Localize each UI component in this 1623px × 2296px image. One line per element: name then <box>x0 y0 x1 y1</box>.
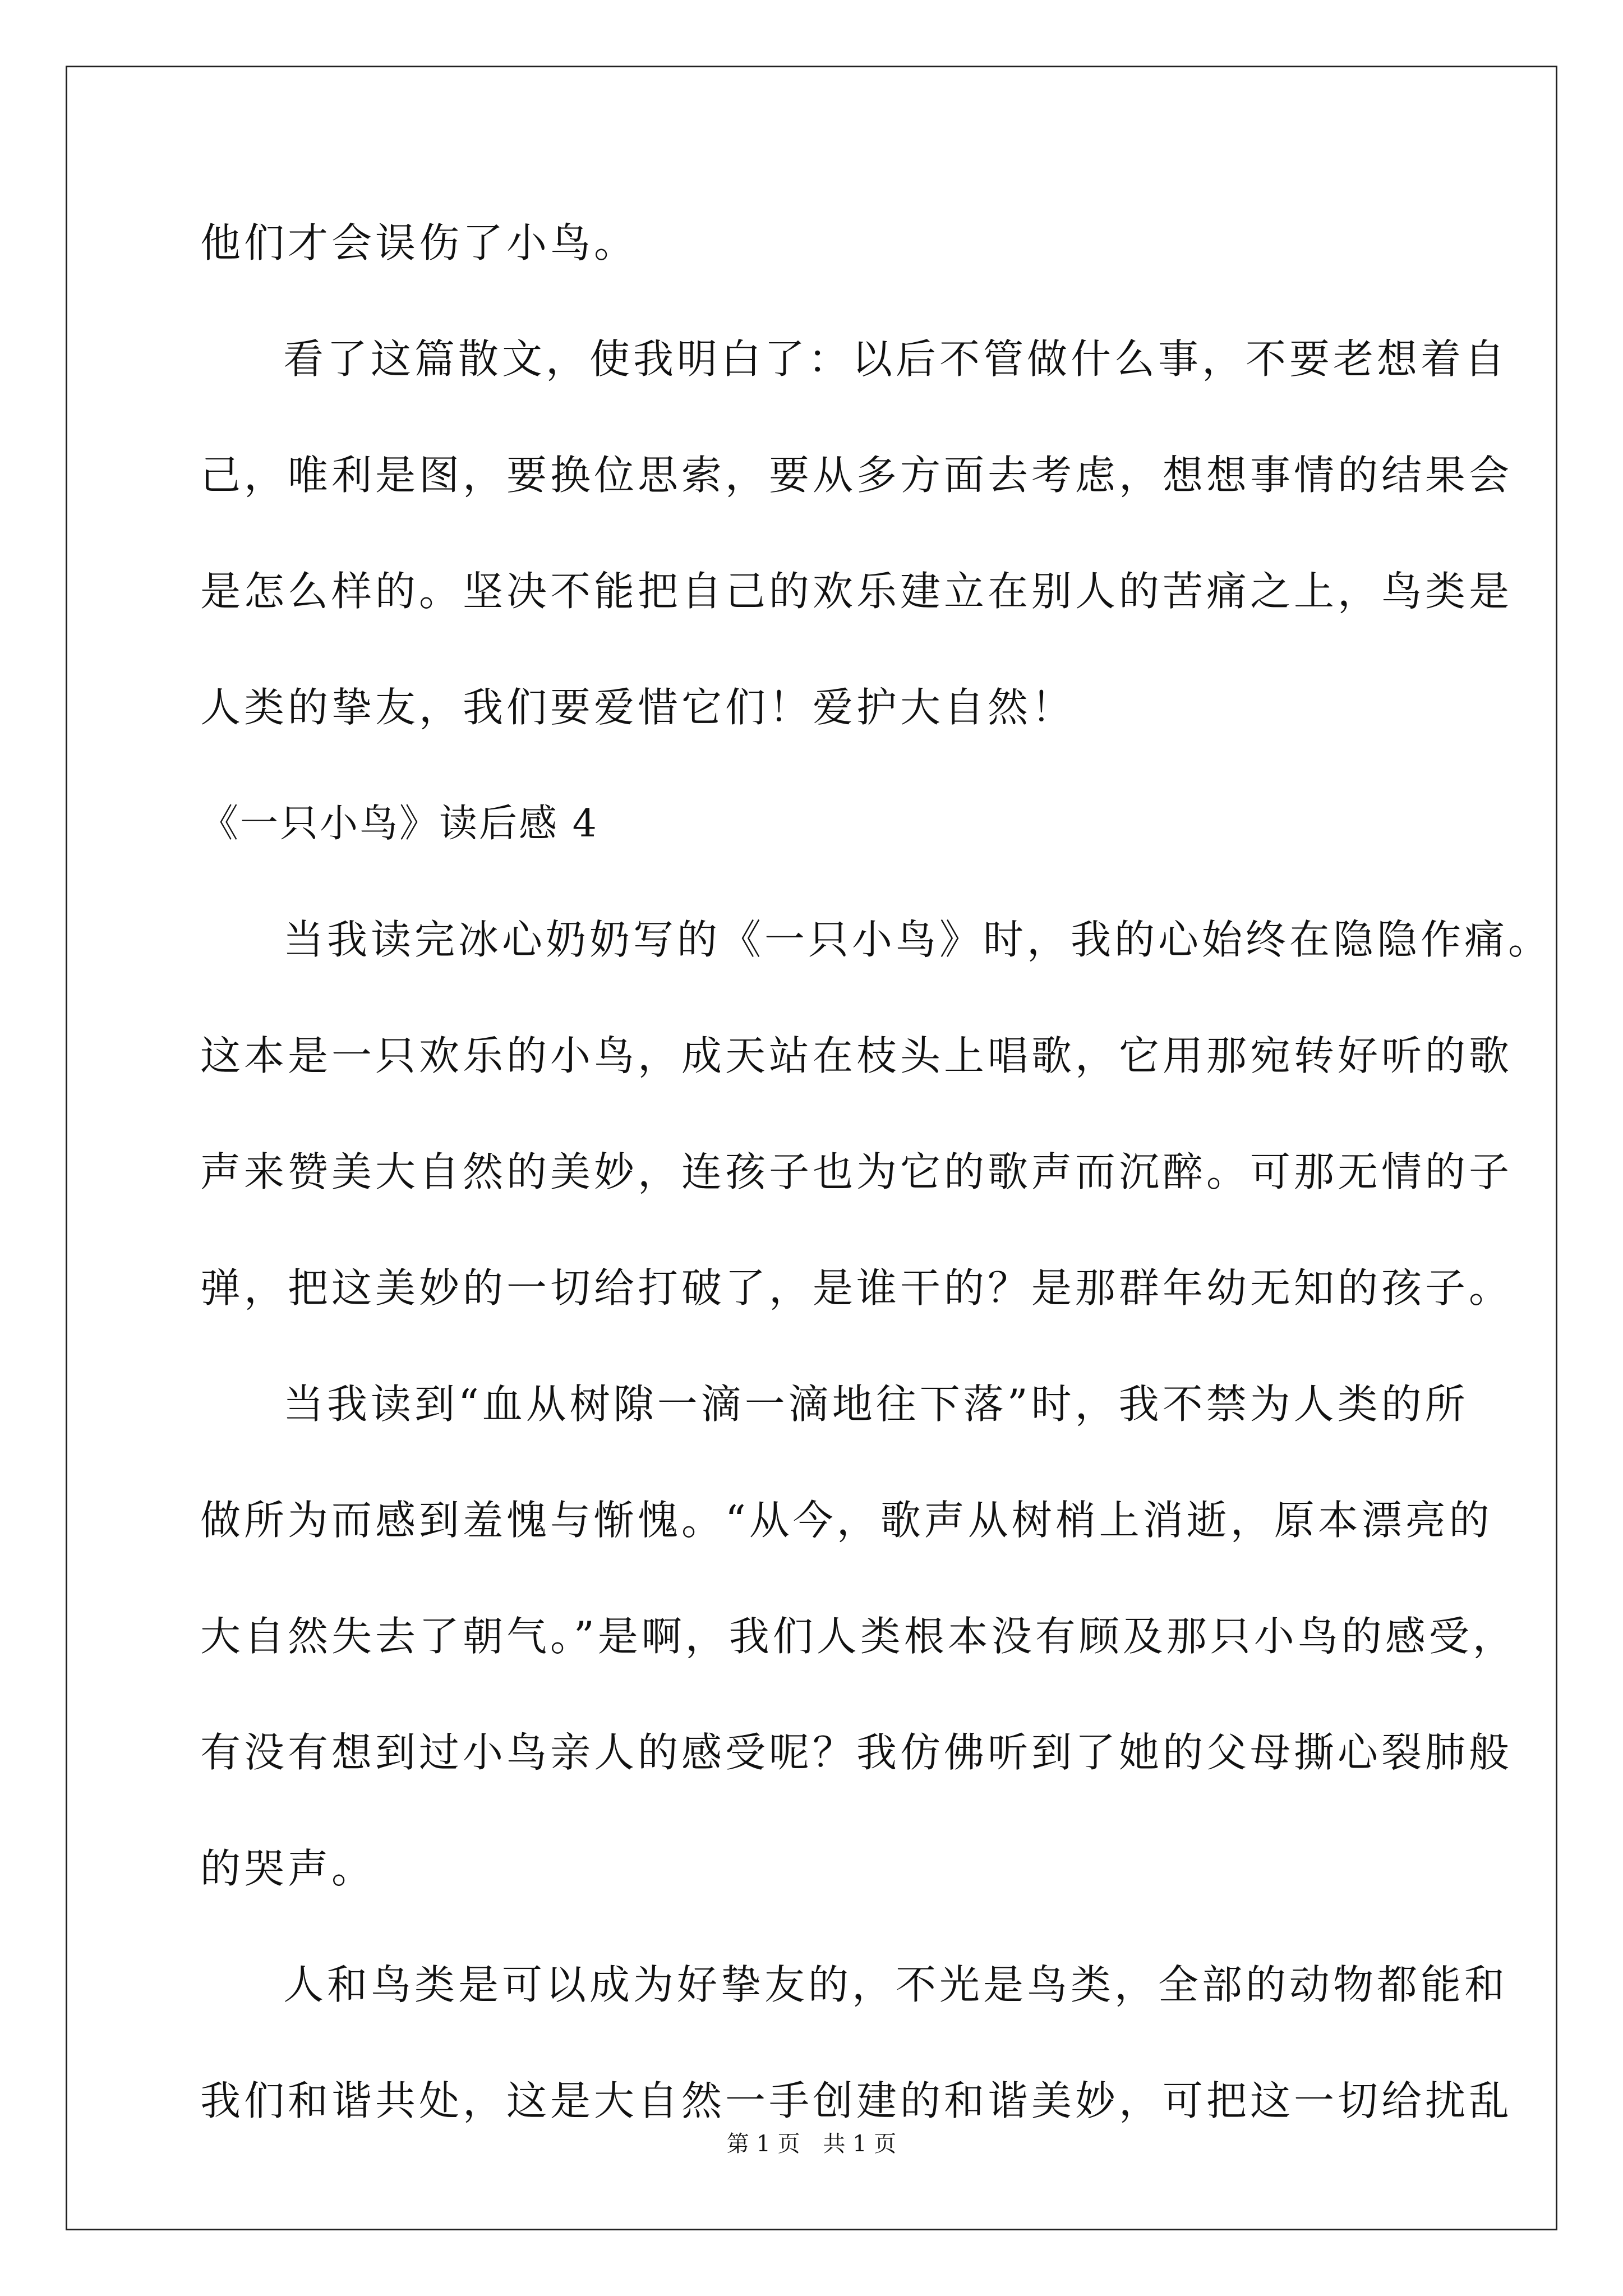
paragraph-line: 做所为而感到羞愧与惭愧。“从今，歌声从树梢上消逝，原本漂亮的 <box>200 1497 1493 1544</box>
paragraph-line: 声来赞美大自然的美妙，连孩子也为它的歌声而沉醉。可那无情的子 <box>200 1148 1513 1195</box>
paragraph-line: 是怎么样的。坚决不能把自己的欢乐建立在别人的苦痛之上，鸟类是 <box>200 568 1513 615</box>
page-total: 共 1 页 <box>823 2131 897 2157</box>
paragraph-line: 的哭声。 <box>200 1845 376 1892</box>
paragraph-line: 大自然失去了朝气。”是啊，我们人类根本没有顾及那只小鸟的感受， <box>200 1613 1516 1660</box>
paragraph-line: 看了这篇散文，使我明白了：以后不管做什么事，不要老想着自 <box>283 335 1509 383</box>
paragraph-line: 当我读到“血从树隙一滴一滴地往下落”时，我不禁为人类的所 <box>283 1381 1469 1428</box>
paragraph-line: 弹，把这美妙的一切给打破了，是谁干的？是那群年幼无知的孩子。 <box>200 1264 1513 1312</box>
paragraph-line: 有没有想到过小鸟亲人的感受呢？我仿佛听到了她的父母撕心裂肺般 <box>200 1729 1513 1776</box>
document-body <box>200 185 1552 2159</box>
page-number: 第 1 页 <box>726 2131 800 2157</box>
paragraph-line: 人和鸟类是可以成为好挚友的，不光是鸟类，全部的动物都能和 <box>283 1961 1509 2008</box>
page-footer <box>0 2126 1623 2158</box>
paragraph-line: 当我读完冰心奶奶写的《一只小鸟》时，我的心始终在隐隐作痛。 <box>283 916 1552 963</box>
paragraph-line: 我们和谐共处，这是大自然一手创建的和谐美妙，可把这一切给扰乱 <box>200 2077 1513 2124</box>
paragraph-line: 己，唯利是图，要换位思索，要从多方面去考虑，想想事情的结果会 <box>200 452 1513 499</box>
section-heading: 《一只小鸟》读后感 4 <box>200 802 598 846</box>
paragraph-line: 这本是一只欢乐的小鸟，成天站在枝头上唱歌，它用那宛转好听的歌 <box>200 1032 1513 1079</box>
paragraph-line: 他们才会误伤了小鸟。 <box>200 219 638 266</box>
paragraph-line: 人类的挚友，我们要爱惜它们！爱护大自然！ <box>200 684 1076 731</box>
